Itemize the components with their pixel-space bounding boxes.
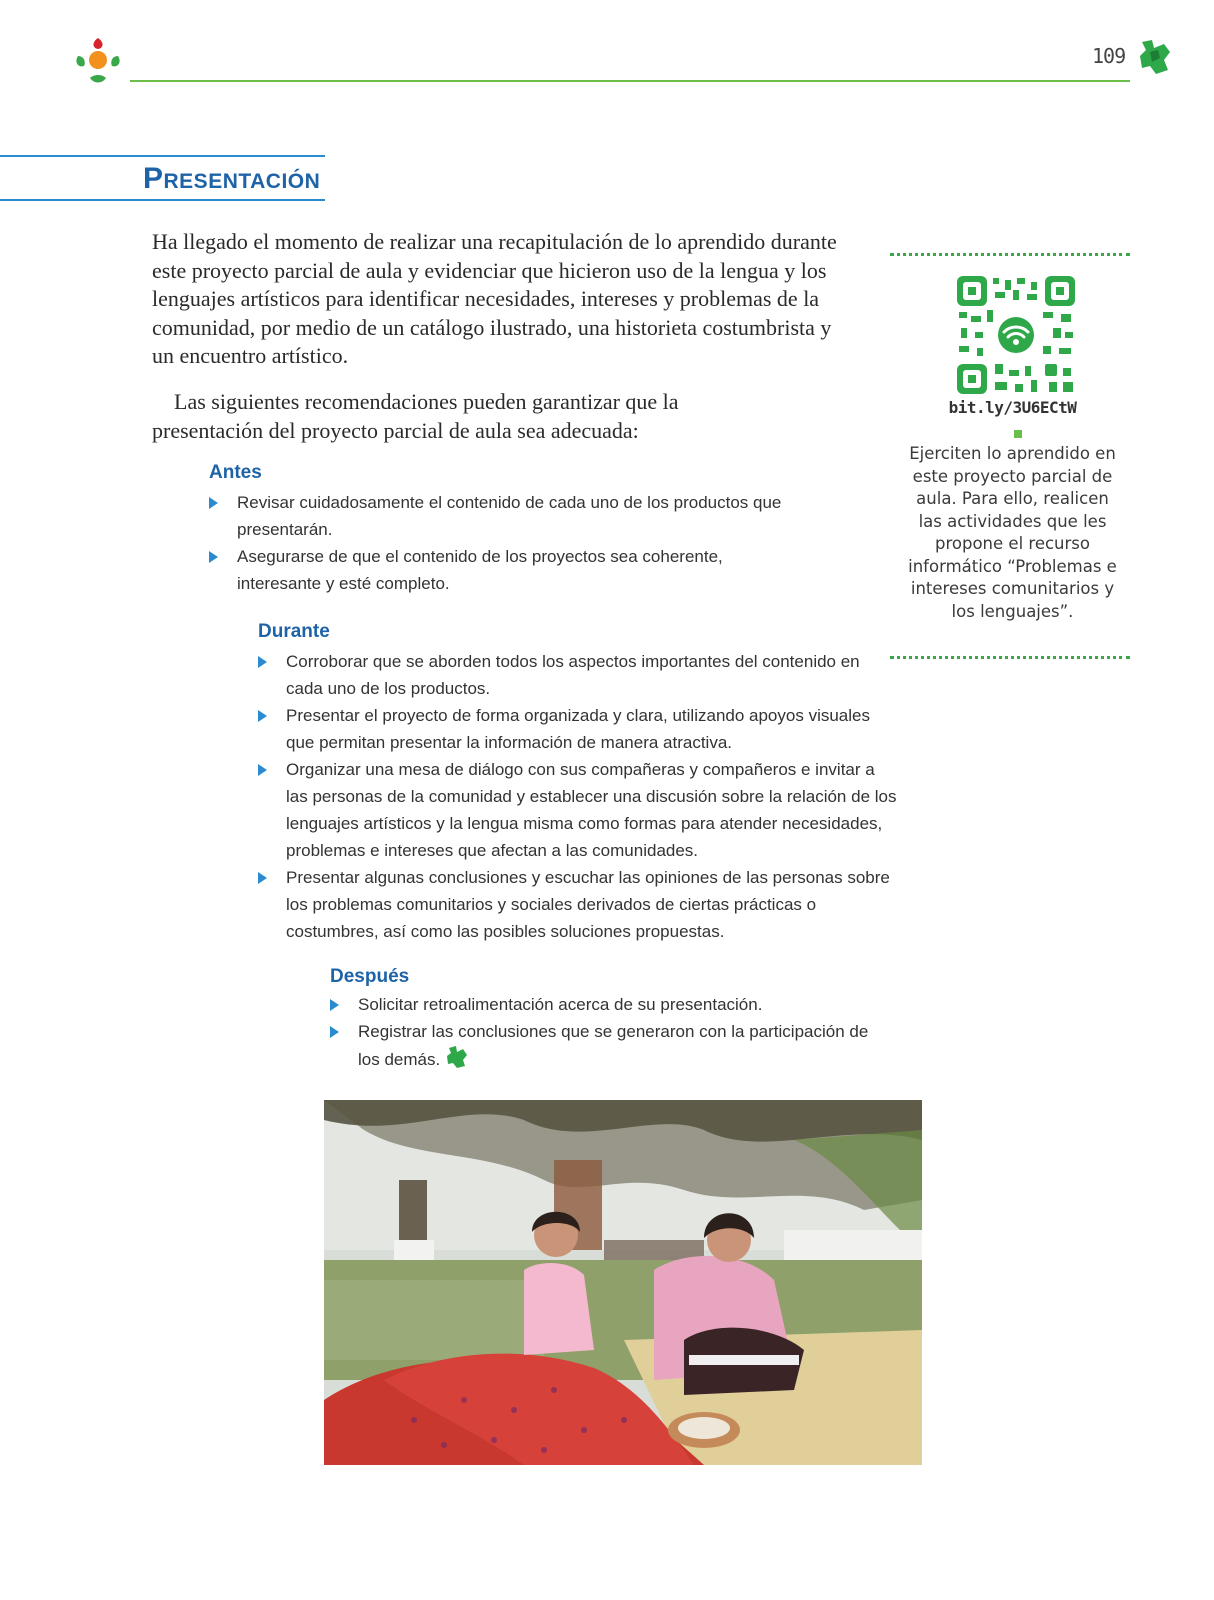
sidebar-text: Ejerciten lo aprendido en este proyecto parcial de aula. Para ello, realicen las actividades que les propone el recurso informático “Problemas e intereses comunitarios y los lenguajes”. <box>908 444 1117 621</box>
triangle-bullet-icon <box>330 999 339 1011</box>
list-item <box>258 702 898 756</box>
community-flower-logo-icon <box>72 34 124 86</box>
list-item-text: Revisar cuidadosamente el contenido de cada uno de los productos que presentarán. <box>237 493 782 539</box>
green-end-glyph-icon <box>446 1045 468 1069</box>
list-item-text: Corroborar que se aborden todos los aspectos importantes del contenido en cada uno de los productos. <box>286 652 860 698</box>
triangle-bullet-icon <box>258 710 267 722</box>
triangle-bullet-icon <box>209 497 218 509</box>
header-rule <box>130 80 1130 82</box>
section-title: Presentación <box>143 162 321 195</box>
page-number: 109 <box>1092 44 1126 68</box>
durante-heading: Durante <box>258 621 330 642</box>
list-item-text: Registrar las conclusiones que se generaron con la participación de los demás. <box>358 1022 869 1069</box>
list-item-text: Solicitar retroalimentación acerca de su presentación. <box>358 995 763 1014</box>
list-item-text: Asegurarse de que el contenido de los proyectos sea coherente, interesante y esté completo. <box>237 547 723 593</box>
antes-heading: Antes <box>209 462 262 483</box>
qr-url[interactable]: bit.ly/3U6ECtW <box>948 398 1077 417</box>
list-item <box>330 991 890 1018</box>
list-item-text: Presentar algunas conclusiones y escuchar las opiniones de las personas sobre los problemas comunitarios y sociales derivados de ciertas prácticas o costumbres, así como las posibles soluciones propuestas. <box>286 868 890 941</box>
intro-paragraph: Ha llegado el momento de realizar una recapitulación de lo aprendido durante este proyecto parcial de aula y evidenciar que hicieron uso de la lengua y los lenguajes artísticos para identificar necesidades, intereses y problemas de la comunidad, por medio de un catálogo ilustrado, una historieta costumbrista y un encuentro artístico. <box>152 229 837 368</box>
triangle-bullet-icon <box>258 764 267 776</box>
list-item <box>258 648 898 702</box>
despues-heading: Después <box>330 966 410 987</box>
list-item <box>209 489 789 543</box>
photo-women-embroidering <box>324 1100 922 1465</box>
triangle-bullet-icon <box>258 872 267 884</box>
despues-list <box>330 991 890 1073</box>
sidebar-dotted-rule-bottom <box>890 656 1130 659</box>
antes-list <box>209 489 789 597</box>
sidebar-dotted-rule-top <box>890 253 1130 256</box>
qr-code[interactable] <box>957 276 1075 394</box>
triangle-bullet-icon <box>209 551 218 563</box>
sidebar-square-marker <box>1014 430 1022 438</box>
title-rule-bottom <box>0 199 325 201</box>
list-item-text: Organizar una mesa de diálogo con sus compañeras y compañeros e invitar a las personas de la comunidad y establecer una discusión sobre la relación de los lenguajes artísticos y la lengua misma como formas para atender necesidades, problemas e intereses que afectan a las comunidades. <box>286 760 897 860</box>
green-glyph-icon <box>1138 38 1172 76</box>
list-item <box>258 864 898 945</box>
list-item-text: Presentar el proyecto de forma organizada y clara, utilizando apoyos visuales que permitan presentar la información de manera atractiva. <box>286 706 870 752</box>
list-item <box>330 1018 890 1073</box>
durante-list <box>258 648 898 945</box>
list-item <box>209 543 789 597</box>
triangle-bullet-icon <box>258 656 267 668</box>
recommendations-intro: Las siguientes recomendaciones pueden garantizar que la presentación del proyecto parcial de aula sea adecuada: <box>152 389 679 443</box>
list-item <box>258 756 898 864</box>
title-rule-top <box>0 155 325 157</box>
triangle-bullet-icon <box>330 1026 339 1038</box>
